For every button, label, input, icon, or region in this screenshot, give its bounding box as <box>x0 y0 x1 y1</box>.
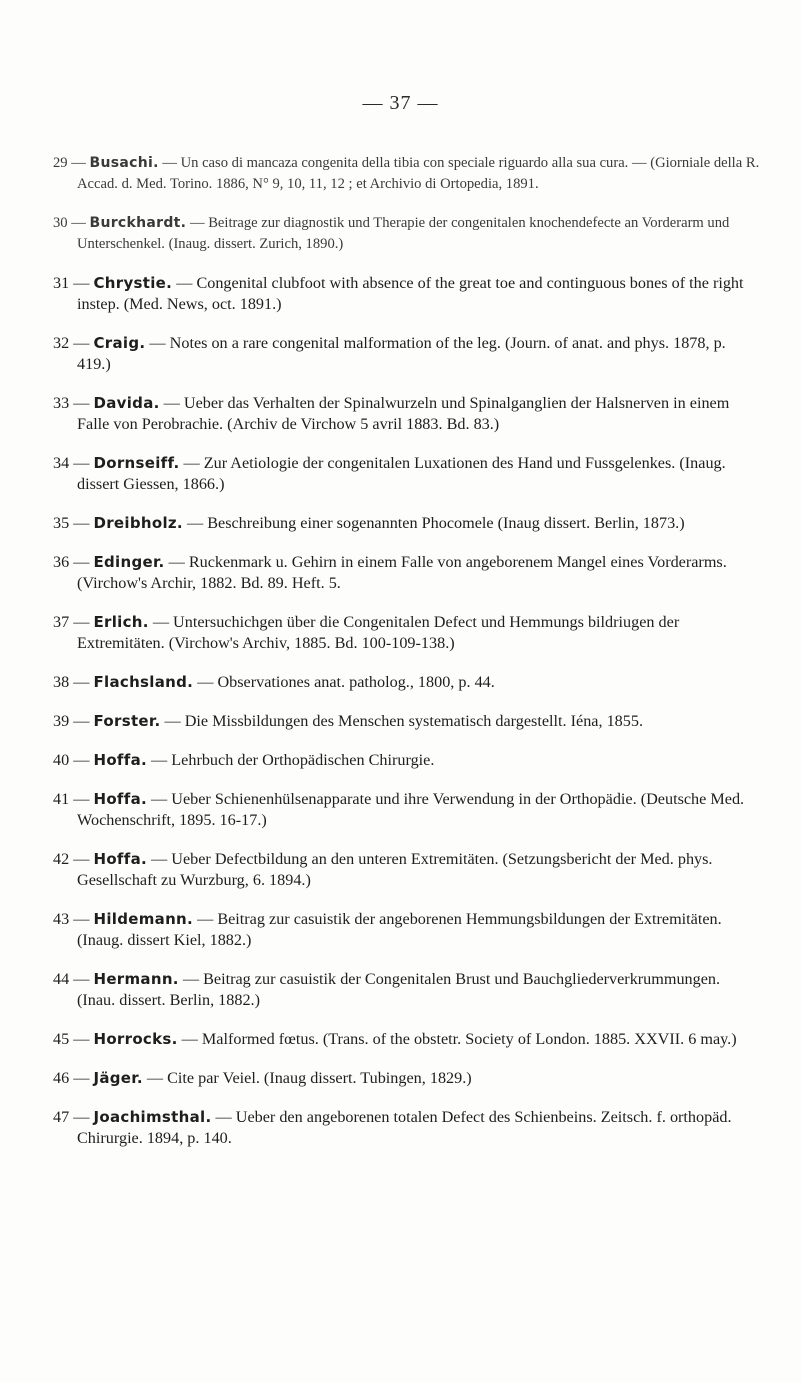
entry-number: 42 — <box>53 850 94 868</box>
entry-number: 44 — <box>53 970 94 988</box>
entry-author: Jäger. <box>93 1069 143 1087</box>
bibliography-entry <box>53 273 760 315</box>
entry-author: Hoffa. <box>93 790 147 808</box>
page-number: — 37 — <box>362 92 439 114</box>
entry-text: — Beschreibung einer sogenannten Phocomele (Inaug dissert. Berlin, 1873.) <box>182 514 685 532</box>
bibliography-entry <box>53 333 760 375</box>
entry-number: 43 — <box>53 910 94 928</box>
entry-author: Burckhardt. <box>89 215 187 231</box>
entry-number: 31 — <box>53 274 94 292</box>
entry-author: Hermann. <box>93 970 179 988</box>
bibliography-entry <box>53 153 760 195</box>
bibliography-entry <box>53 789 760 831</box>
bibliography-entry <box>53 969 760 1011</box>
bibliography-entry <box>53 672 760 693</box>
entry-text: — Lehrbuch der Orthopädischen Chirurgie. <box>147 751 435 769</box>
entry-text: — Un caso di mancaza congenita della tibia con speciale riguardo alla sua cura. — (Giorniale della R. Accad. d. Med. Torino. 1886, N° 9, 10, 11, 12 ; et Archivio di Ortopedia, 1891. <box>77 155 760 192</box>
entry-text: — Untersuchichgen über die Congenitalen Defect und Hemmungs bildriugen der Extremitäten. (Virchow's Archiv, 1885. Bd. 100-109-138.) <box>77 613 680 652</box>
bibliography-entry <box>53 711 760 732</box>
entry-number: 39 — <box>53 712 94 730</box>
entry-text: — Ueber Defectbildung an den unteren Extremitäten. (Setzungsbericht der Med. phys. Gesellschaft zu Wurzburg, 6. 1894.) <box>77 850 713 889</box>
entry-author: Horrocks. <box>93 1030 178 1048</box>
entry-text: — Ueber Schienenhülsenapparate und ihre Verwendung in der Orthopädie. (Deutsche Med. Wochenschrift, 1895. 16-17.) <box>77 790 745 829</box>
entry-number: 32 — <box>53 334 94 352</box>
bibliography-entry <box>53 909 760 951</box>
bibliography-entry <box>53 1107 760 1149</box>
entry-text: — Ruckenmark u. Gehirn in einem Falle von angeborenem Mangel eines Vorderarms. (Virchow's Archir, 1882. Bd. 89. Heft. 5. <box>77 553 727 592</box>
bibliography-entry <box>53 849 760 891</box>
entry-author: Hildemann. <box>93 910 194 928</box>
bibliography-entry <box>53 1068 760 1089</box>
entry-number: 37 — <box>53 613 94 631</box>
entry-author: Hoffa. <box>93 850 147 868</box>
entry-text: — Malformed fœtus. (Trans. of the obstetr. Society of London. 1885. XXVII. 6 may.) <box>177 1030 737 1048</box>
bibliography-list <box>53 153 760 1167</box>
entry-number: 45 — <box>53 1030 94 1048</box>
entry-number: 29 — <box>53 155 90 171</box>
entry-text: — Cite par Veiel. (Inaug dissert. Tubingen, 1829.) <box>142 1069 472 1087</box>
bibliography-entry <box>53 453 760 495</box>
entry-text: — Congenital clubfoot with absence of the great toe and continguous bones of the right instep. (Med. News, oct. 1891.) <box>77 274 744 313</box>
entry-number: 35 — <box>53 514 94 532</box>
entry-text: — Zur Aetiologie der congenitalen Luxationen des Hand und Fussgelenkes. (Inaug. dissert Giessen, 1866.) <box>77 454 726 493</box>
entry-author: Busachi. <box>89 155 159 171</box>
entry-text: — Beitrag zur casuistik der Congenitalen Brust und Bauchgliederverkrummungen. (Inau. dissert. Berlin, 1882.) <box>77 970 721 1009</box>
entry-number: 34 — <box>53 454 94 472</box>
entry-number: 47 — <box>53 1108 94 1126</box>
entry-author: Craig. <box>93 334 146 352</box>
bibliography-entry <box>53 750 760 771</box>
entry-text: — Die Missbildungen des Menschen systematisch dargestellt. Iéna, 1855. <box>160 712 643 730</box>
entry-author: Hoffa. <box>93 751 147 769</box>
bibliography-entry <box>53 393 760 435</box>
bibliography-entry <box>53 612 760 654</box>
entry-author: Erlich. <box>93 613 149 631</box>
entry-author: Dornseiff. <box>93 454 180 472</box>
entry-author: Joachimsthal. <box>93 1108 212 1126</box>
entry-author: Dreibholz. <box>93 514 183 532</box>
entry-number: 41 — <box>53 790 94 808</box>
entry-number: 46 — <box>53 1069 94 1087</box>
bibliography-entry <box>53 1029 760 1050</box>
entry-author: Forster. <box>93 712 161 730</box>
entry-number: 30 — <box>53 215 90 231</box>
entry-text: — Ueber den angeborenen totalen Defect des Schienbeins. Zeitsch. f. orthopäd. Chirurgie. 1894, p. 140. <box>77 1108 732 1147</box>
bibliography-entry <box>53 513 760 534</box>
entry-author: Davida. <box>93 394 160 412</box>
entry-text: — Observationes anat. patholog., 1800, p. 44. <box>193 673 495 691</box>
entry-text: — Beitrag zur casuistik der angeborenen Hemmungsbildungen der Extremitäten. (Inaug. dissert Kiel, 1882.) <box>77 910 722 949</box>
entry-number: 38 — <box>53 673 94 691</box>
entry-author: Flachsland. <box>93 673 194 691</box>
entry-text: — Notes on a rare congenital malformation of the leg. (Journ. of anat. and phys. 1878, p. 419.) <box>77 334 726 373</box>
entry-author: Edinger. <box>93 553 165 571</box>
entry-number: 40 — <box>53 751 94 769</box>
entry-author: Chrystie. <box>93 274 173 292</box>
entry-text: — Beitrage zur diagnostik und Therapie der congenitalen knochendefecte an Vorderarm und Unterschenkel. (Inaug. dissert. Zurich, 1890.) <box>77 215 730 252</box>
entry-number: 36 — <box>53 553 94 571</box>
bibliography-entry <box>53 213 760 255</box>
entry-text: — Ueber das Verhalten der Spinalwurzeln und Spinalganglien der Halsnerven in einem Falle von Perobrachie. (Archiv de Virchow 5 avril 1883. Bd. 83.) <box>77 394 730 433</box>
entry-number: 33 — <box>53 394 94 412</box>
bibliography-entry <box>53 552 760 594</box>
